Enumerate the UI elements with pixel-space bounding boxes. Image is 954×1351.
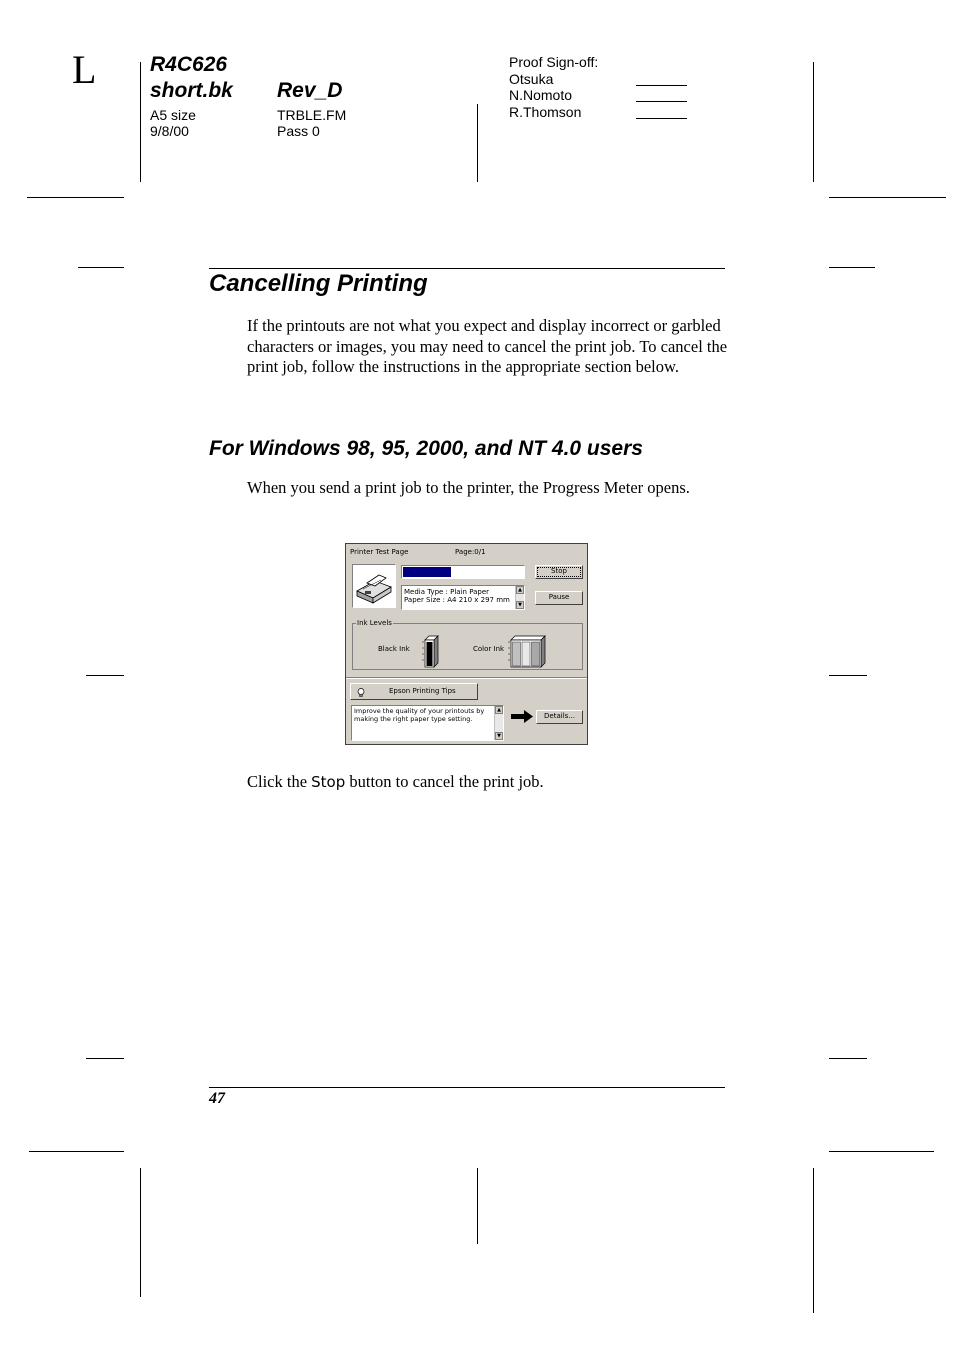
section-title: Cancelling Printing — [209, 270, 428, 297]
stop-button[interactable]: Stop — [535, 565, 583, 579]
color-ink-label: Color Ink — [473, 645, 505, 653]
color-ink-cartridge-icon — [508, 634, 546, 668]
pause-button[interactable]: Pause — [535, 591, 583, 605]
info-scrollbar[interactable] — [515, 586, 524, 609]
book-name: short.bk — [150, 79, 233, 102]
instruction-text — [247, 772, 729, 793]
black-ink-cartridge-icon — [422, 634, 440, 668]
tips-text-box — [351, 705, 504, 741]
subsection-title: For Windows 98, 95, 2000, and NT 4.0 users — [209, 437, 643, 460]
signoff-name: Otsuka — [509, 71, 554, 87]
progress-bar — [401, 565, 525, 579]
tips-button-label: Epson Printing Tips — [389, 687, 456, 695]
crop-mark — [29, 1151, 124, 1152]
corner-mark: L — [72, 47, 97, 92]
header-rule-center — [477, 104, 478, 182]
section-intro: If the printouts are not what you expect and display incorrect or garbled characters or images, you may need to cancel the print job. To cancel the print job, follow the instructions in the appropriate section below. — [247, 316, 728, 376]
arrow-right-icon — [511, 710, 533, 723]
signoff-line — [636, 118, 687, 119]
crop-mark — [86, 675, 124, 676]
separator — [346, 677, 587, 679]
signoff-title: Proof Sign-off: — [509, 54, 599, 70]
details-button[interactable]: Details... — [536, 710, 583, 724]
media-type: Media Type : Plain Paper — [404, 588, 490, 596]
crop-mark — [829, 267, 875, 268]
crop-mark — [477, 1168, 478, 1244]
crop-mark — [813, 1168, 814, 1313]
crop-mark — [86, 1058, 124, 1059]
pass-number: Pass 0 — [277, 123, 320, 139]
black-ink-label: Black Ink — [378, 645, 410, 653]
scroll-up-arrow-icon[interactable]: ▲ — [516, 586, 524, 594]
tips-scrollbar[interactable] — [494, 706, 503, 740]
footer-rule — [209, 1087, 725, 1088]
scroll-up-arrow-icon[interactable]: ▲ — [495, 706, 503, 714]
subsection-text: When you send a print job to the printer, the Progress Meter opens. — [247, 478, 690, 497]
progress-fill — [403, 567, 451, 577]
file-name: TRBLE.FM — [277, 107, 347, 123]
instruction-before: Click the — [247, 772, 312, 791]
header-rule-left — [140, 62, 141, 182]
crop-mark — [829, 1151, 934, 1152]
page-number: 47 — [209, 1090, 225, 1107]
instruction-after: button to cancel the print job. — [345, 772, 544, 791]
crop-mark — [829, 197, 946, 198]
signoff-name: N.Nomoto — [509, 87, 573, 103]
signoff-line — [636, 85, 687, 86]
crop-mark — [140, 1168, 141, 1297]
revision: Rev_D — [277, 79, 343, 102]
paper-size-info: Paper Size : A4 210 x 297 mm — [404, 596, 510, 604]
tips-text: Improve the quality of your printouts by making the right paper type setting. — [354, 707, 485, 723]
ink-levels-label: Ink Levels — [357, 619, 392, 627]
signoff-name: R.Thomson — [509, 104, 582, 120]
crop-mark — [829, 1058, 867, 1059]
document-name: Printer Test Page — [350, 548, 409, 556]
stop-button-reference: Stop — [311, 773, 346, 791]
crop-mark — [27, 197, 124, 198]
project-code: R4C626 — [150, 53, 228, 76]
signoff-line — [636, 101, 687, 102]
crop-mark — [829, 675, 867, 676]
printer-icon — [353, 565, 395, 607]
paper-size: A5 size — [150, 107, 196, 123]
scroll-down-arrow-icon[interactable]: ▼ — [495, 732, 503, 740]
page-counter: Page:0/1 — [455, 548, 486, 556]
header-rule-right — [813, 62, 814, 182]
job-info-box — [401, 585, 525, 610]
scroll-down-arrow-icon[interactable]: ▼ — [516, 601, 524, 609]
crop-mark — [78, 267, 124, 268]
progress-meter-dialog — [345, 543, 588, 745]
lightbulb-icon — [357, 688, 365, 697]
proof-date: 9/8/00 — [150, 123, 189, 139]
printer-image — [352, 564, 396, 608]
epson-printing-tips-button[interactable] — [350, 683, 478, 700]
